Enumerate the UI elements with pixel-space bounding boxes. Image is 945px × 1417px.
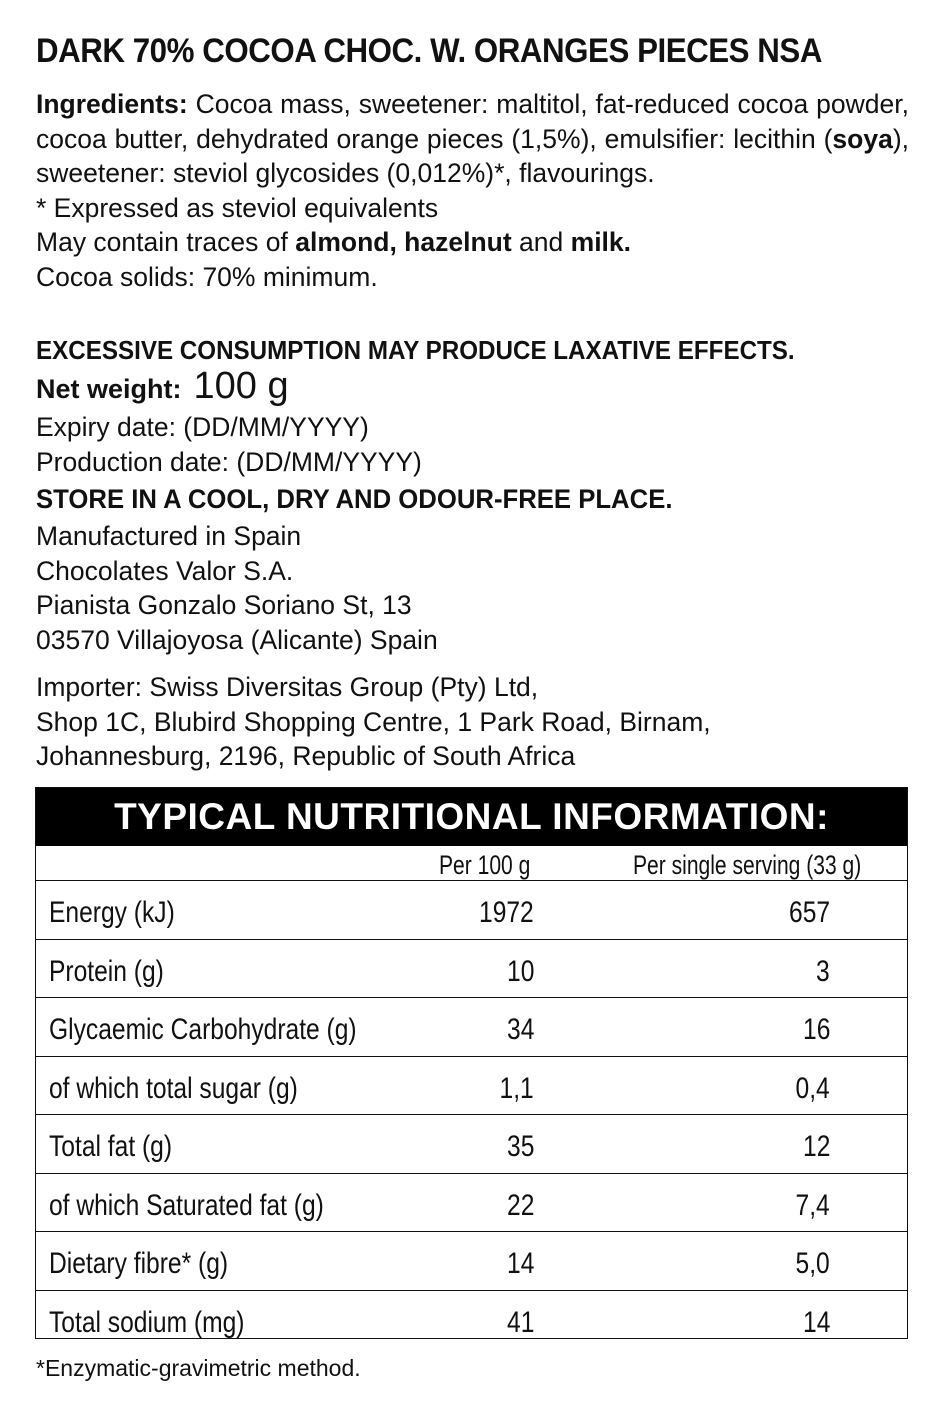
- steviol-note: * Expressed as steviol equivalents: [36, 192, 439, 223]
- nutrient-per100: 1972: [479, 896, 534, 929]
- expiry-date: Expiry date: (DD/MM/YYYY): [36, 412, 369, 442]
- nutrient-serving: 0,4: [795, 1071, 830, 1105]
- nutrition-table: [35, 787, 908, 1339]
- nutrient-per100: 10: [506, 954, 534, 988]
- nutrient-per100: 35: [506, 1130, 534, 1163]
- nutrient-name: Energy (kJ): [49, 896, 175, 929]
- column-per-serving: Per single serving (33 g): [633, 850, 862, 880]
- nutrient-per100: 14: [506, 1247, 534, 1280]
- importer-line: Shop 1C, Blubird Shopping Centre, 1 Park Road, Birnam,: [36, 706, 711, 737]
- cocoa-solids: Cocoa solids: 70% minimum.: [36, 261, 378, 292]
- traces-milk: milk.: [570, 227, 632, 257]
- nutrient-serving: 3: [816, 954, 830, 988]
- manufacturer-block: [36, 519, 909, 657]
- nutrient-serving: 657: [788, 896, 830, 929]
- nutrient-name: of which Saturated fat (g): [49, 1188, 324, 1222]
- manufacturer-line: Chocolates Valor S.A.: [36, 555, 294, 586]
- nutrition-row: [36, 1115, 907, 1174]
- traces-prefix: May contain traces of: [36, 227, 296, 257]
- nutrient-serving: 12: [802, 1130, 830, 1163]
- nutrition-row: [36, 1291, 907, 1349]
- nutrient-name: Protein (g): [49, 954, 164, 988]
- footnote: *Enzymatic-gravimetric method.: [36, 1355, 361, 1381]
- manufacturer-line: Pianista Gonzalo Soriano St, 13: [36, 590, 412, 620]
- nutrition-header: TYPICAL NUTRITIONAL INFORMATION:: [36, 788, 907, 846]
- nutrient-per100: 22: [506, 1188, 534, 1222]
- nutrition-row: [36, 881, 907, 940]
- traces-statement: [36, 225, 909, 260]
- nutrition-row: [36, 1057, 907, 1116]
- nutrition-row: [36, 940, 907, 999]
- traces-allergens: almond, hazelnut: [295, 227, 512, 257]
- importer-line: Importer: Swiss Diversitas Group (Pty) Ltd,: [36, 672, 539, 702]
- importer-line: Johannesburg, 2196, Republic of South Africa: [36, 741, 576, 771]
- nutrition-row: [36, 1174, 907, 1233]
- nutrition-row: [36, 998, 907, 1057]
- ingredients-label: Ingredients:: [36, 89, 188, 119]
- nutrient-name: of which total sugar (g): [49, 1071, 298, 1105]
- traces-joiner: and: [511, 227, 571, 257]
- nutrition-column-headers: [36, 846, 907, 881]
- net-weight-label: Net weight:: [36, 374, 182, 404]
- nutrition-row: [36, 1232, 907, 1291]
- storage-instructions: STORE IN A COOL, DRY AND ODOUR-FREE PLACE.: [36, 484, 673, 514]
- dates-block: [36, 410, 909, 479]
- product-title: DARK 70% COCOA CHOC. W. ORANGES PIECES NSA: [36, 32, 822, 70]
- column-per-100g: Per 100 g: [439, 850, 531, 880]
- net-weight: [36, 365, 289, 408]
- manufacturer-line: 03570 Villajoyosa (Alicante) Spain: [36, 624, 438, 655]
- ingredients-text-1: Cocoa mass, sweetener: maltitol, fat-reduced cocoa powder, cocoa butter, dehydrated orange pieces (1,5%), emulsifier: lecithin (: [36, 89, 909, 154]
- production-date: Production date: (DD/MM/YYYY): [36, 446, 422, 477]
- nutrient-serving: 7,4: [795, 1188, 830, 1222]
- ingredients-paragraph: [36, 87, 909, 294]
- allergen-soya: soya: [832, 123, 893, 154]
- nutrient-name: Glycaemic Carbohydrate (g): [49, 1013, 357, 1046]
- nutrient-name: Dietary fibre* (g): [49, 1247, 229, 1280]
- nutrient-serving: 16: [802, 1013, 830, 1046]
- nutrient-per100: 34: [506, 1013, 534, 1046]
- importer-block: [36, 670, 909, 774]
- laxative-warning: EXCESSIVE CONSUMPTION MAY PRODUCE LAXATIVE EFFECTS.: [36, 335, 795, 365]
- nutrient-per100: 1,1: [499, 1071, 534, 1105]
- nutrient-per100: 41: [506, 1305, 534, 1339]
- nutrient-serving: 14: [802, 1305, 830, 1339]
- manufacturer-line: Manufactured in Spain: [36, 521, 302, 551]
- nutrient-serving: 5,0: [795, 1247, 830, 1280]
- net-weight-value: 100 g: [193, 365, 289, 407]
- nutrient-name: Total fat (g): [49, 1130, 173, 1163]
- ingredients-text-2: ), sweetener: steviol glycosides (0,012%)*, flavourings.: [36, 123, 909, 188]
- nutrient-name: Total sodium (mg): [49, 1305, 245, 1339]
